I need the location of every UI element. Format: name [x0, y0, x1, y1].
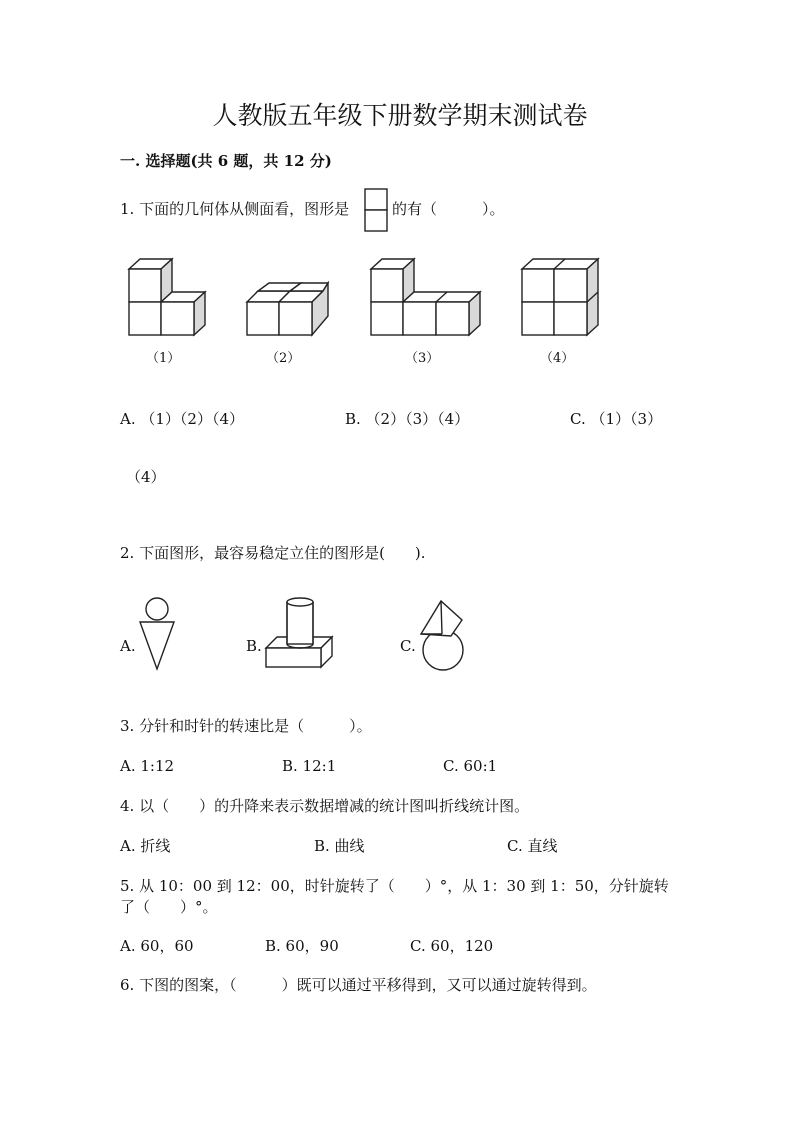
q1-option-a: A. （1）（2）（4）	[120, 410, 244, 428]
q2-option-c-label: C.	[400, 637, 416, 655]
q3-option-a: A. 1:12	[120, 757, 175, 775]
q3-option-b: B. 12:1	[282, 757, 337, 775]
q1-figure-4	[521, 258, 601, 338]
q5-stem-line1: 5. 从 10：00 到 12：00，时针旋转了（ ）°，从 1：30 到 1：50，分针旋转	[120, 877, 669, 895]
q2-triangle-on-ball-figure	[418, 598, 470, 672]
q5-option-a: A. 60，60	[120, 937, 194, 955]
q1-figure-label-3: （3）	[405, 351, 440, 366]
q4-option-b: B. 曲线	[314, 837, 365, 855]
q1-figure-label-2: （2）	[266, 351, 301, 366]
q2-cone-ball-figure	[138, 596, 178, 672]
q4-stem: 4. 以（ ）的升降来表示数据增减的统计图叫折线统计图。	[120, 797, 530, 815]
q1-figure-label-1: （1）	[146, 351, 181, 366]
q2-stem: 2. 下面图形，最容易稳定立住的图形是( ).	[120, 544, 426, 562]
q3-stem: 3. 分针和时针的转速比是（ ）。	[120, 717, 372, 735]
q1-figure-label-4: （4）	[540, 351, 575, 366]
q1-option-b: B. （2）（3）（4）	[345, 410, 470, 428]
q1-figure-1	[128, 258, 208, 338]
q1-option-c: C. （1）（3）	[570, 410, 663, 428]
q1-stem-after: 的有（ ）。	[392, 200, 505, 218]
q1-stem-before: 1. 下面的几何体从侧面看，图形是	[120, 200, 350, 218]
q4-option-c: C. 直线	[507, 837, 558, 855]
q5-option-b: B. 60，90	[265, 937, 339, 955]
q2-cylinder-on-box-figure	[264, 596, 336, 670]
q1-figure-2	[246, 282, 330, 338]
q5-option-c: C. 60，120	[410, 937, 494, 955]
q6-stem: 6. 下图的图案，（ ）既可以通过平移得到，又可以通过旋转得到。	[120, 976, 597, 994]
q2-option-b-label: B.	[246, 637, 262, 655]
page-title: 人教版五年级下册数学期末测试卷	[212, 101, 588, 130]
q2-option-a-label: A.	[120, 637, 136, 655]
q3-option-c: C. 60:1	[443, 757, 498, 775]
q1-figure-3	[370, 258, 482, 338]
q1-option-c-wrap: （4）	[126, 468, 166, 486]
q1-side-view-icon	[364, 188, 390, 234]
section-heading: 一. 选择题(共 6 题，共 12 分)	[120, 152, 332, 170]
q4-option-a: A. 折线	[120, 837, 171, 855]
q5-stem-line2: 了（ ）°。	[120, 898, 218, 916]
